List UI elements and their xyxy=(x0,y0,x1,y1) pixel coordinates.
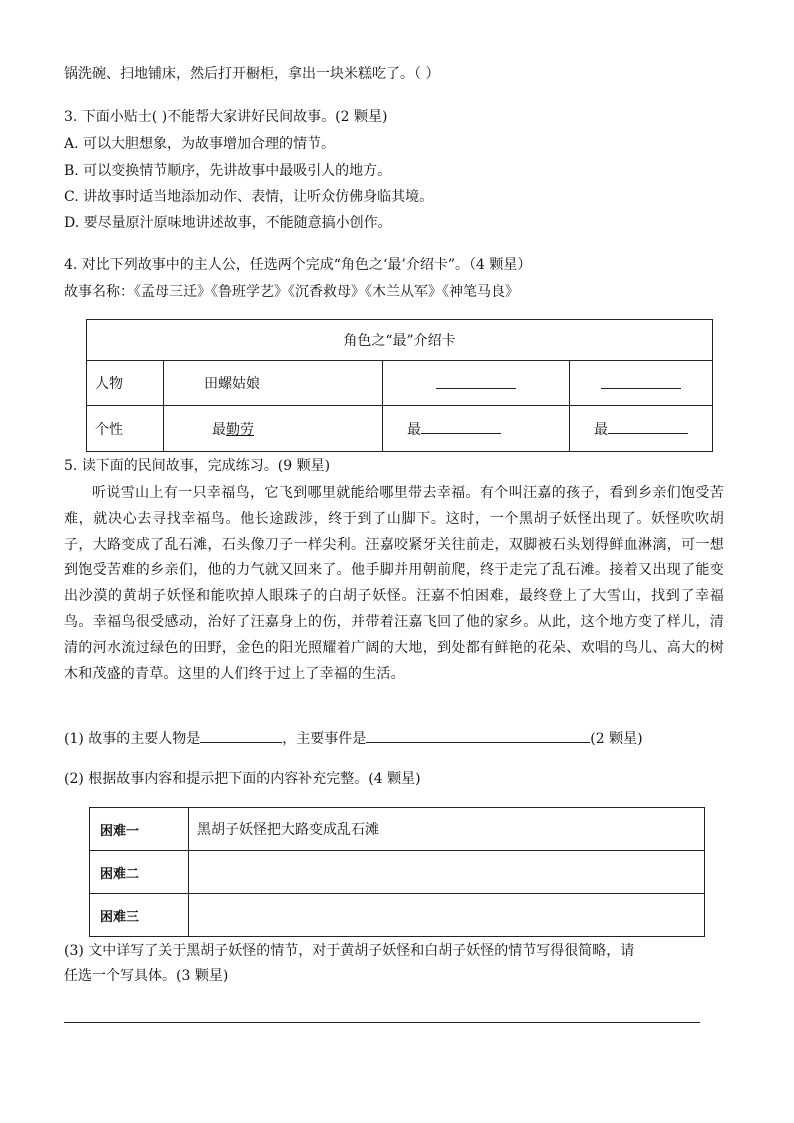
card-personality-1-word: 勤劳 xyxy=(226,421,254,438)
card-title: 角色之“最”介绍卡 xyxy=(87,320,713,361)
sub-question-3-line-2: 任选一个写具体。(3 颗星) xyxy=(64,968,229,984)
sub-question-3-line-1: (3) 文中详写了关于黑胡子妖怪的情节，对于黄胡子妖怪和白胡子妖怪的情节写得很简略，请 xyxy=(64,943,635,959)
card-personality-2[interactable] xyxy=(383,406,570,452)
option-b: B. 可以变换情节顺序，先讲故事中最吸引人的地方。 xyxy=(64,163,392,179)
story-names: 故事名称：《孟母三迁》《鲁班学艺》《沉香救母》《木兰从军》《神笔马良》 xyxy=(64,284,519,300)
card-character-1: 田螺姑娘 xyxy=(164,361,383,406)
card-personality-1-prefix: 最 xyxy=(212,421,226,438)
difficulty-3-value[interactable] xyxy=(189,894,705,937)
difficulties-table xyxy=(89,807,705,937)
difficulty-1-value: 黑胡子妖怪把大路变成乱石滩 xyxy=(189,808,705,851)
story-passage xyxy=(64,481,724,687)
sub-q1-part-b: ，主要事件是 xyxy=(282,731,367,747)
difficulty-2-value[interactable] xyxy=(189,851,705,894)
card-personality-2-prefix: 最 xyxy=(407,421,421,438)
sub-question-1 xyxy=(64,728,643,749)
difficulty-1-label: 困难一 xyxy=(90,808,189,851)
sub-q1-part-c: (2 颗星) xyxy=(590,731,643,747)
difficulty-2-label: 困难二 xyxy=(90,851,189,894)
option-a: A. 可以大胆想象，为故事增加合理的情节。 xyxy=(64,136,336,152)
story-text: 听说雪山上有一只幸福鸟，它飞到哪里就能给哪里带去幸福。有个叫汪嘉的孩子，看到乡亲们饱受苦难，就决心去寻找幸福鸟。他长途跋涉，终于到了山脚下。这时，一个黑胡子妖怪出现了。妖怪吹吹胡子，大路变成了乱石滩，石头像刀子一样尖利。汪嘉咬紧牙关往前走，双脚被石头划得鲜血淋漓，可一想到饱受苦难的乡亲们，他的力气就又回来了。他手脚并用朝前爬，终于走完了乱石滩。接着又出现了能变出沙漠的黄胡子妖怪和能吹掉人眼珠子的白胡子妖怪。汪嘉不怕困难，最终登上了大雪山，找到了幸福鸟。幸福鸟很受感动，治好了汪嘉身上的伤，并带着汪嘉飞回了他的家乡。从此，这个地方变了样儿，清清的河水流过绿色的田野，金色的阳光照耀着广阔的大地，到处都有鲜艳的花朵、欢唱的鸟儿、高大的树木和茂盛的青草。这里的人们终于过上了幸福的生活。 xyxy=(64,485,724,682)
continued-line: 锅洗碗、扫地铺床，然后打开橱柜，拿出一块米糕吃了。（ ） xyxy=(64,66,440,82)
sub-q1-part-a: (1) 故事的主要人物是 xyxy=(64,731,201,747)
main-event-blank[interactable] xyxy=(366,728,590,743)
difficulty-3-label: 困难三 xyxy=(90,894,189,937)
sub-question-2: (2) 根据故事内容和提示把下面的内容补充完整。(4 颗星) xyxy=(64,771,421,787)
card-character-2-blank[interactable] xyxy=(383,361,570,406)
card-personality-3-prefix: 最 xyxy=(594,421,608,438)
question-5: 5. 读下面的民间故事，完成练习。(9 颗星) xyxy=(64,458,331,474)
card-character-3-blank[interactable] xyxy=(570,361,713,406)
card-personality-1 xyxy=(164,406,383,452)
card-label-personality: 个性 xyxy=(87,406,164,452)
question-3: 3. 下面小贴士( )不能帮大家讲好民间故事。(2 颗星) xyxy=(64,109,388,125)
main-character-blank[interactable] xyxy=(200,728,282,743)
option-c: C. 讲故事时适当地添加动作、表情，让听众仿佛身临其境。 xyxy=(64,189,434,205)
card-personality-3[interactable] xyxy=(570,406,713,452)
question-4: 4. 对比下列故事中的主人公，任选两个完成“角色之‘最’介绍卡”。（4 颗星） xyxy=(64,257,532,273)
character-card-table xyxy=(86,319,713,452)
card-label-character: 人物 xyxy=(87,361,164,406)
option-d: D. 要尽量原汁原味地讲述故事，不能随意搞小创作。 xyxy=(64,215,392,231)
answer-line[interactable] xyxy=(64,1022,700,1023)
